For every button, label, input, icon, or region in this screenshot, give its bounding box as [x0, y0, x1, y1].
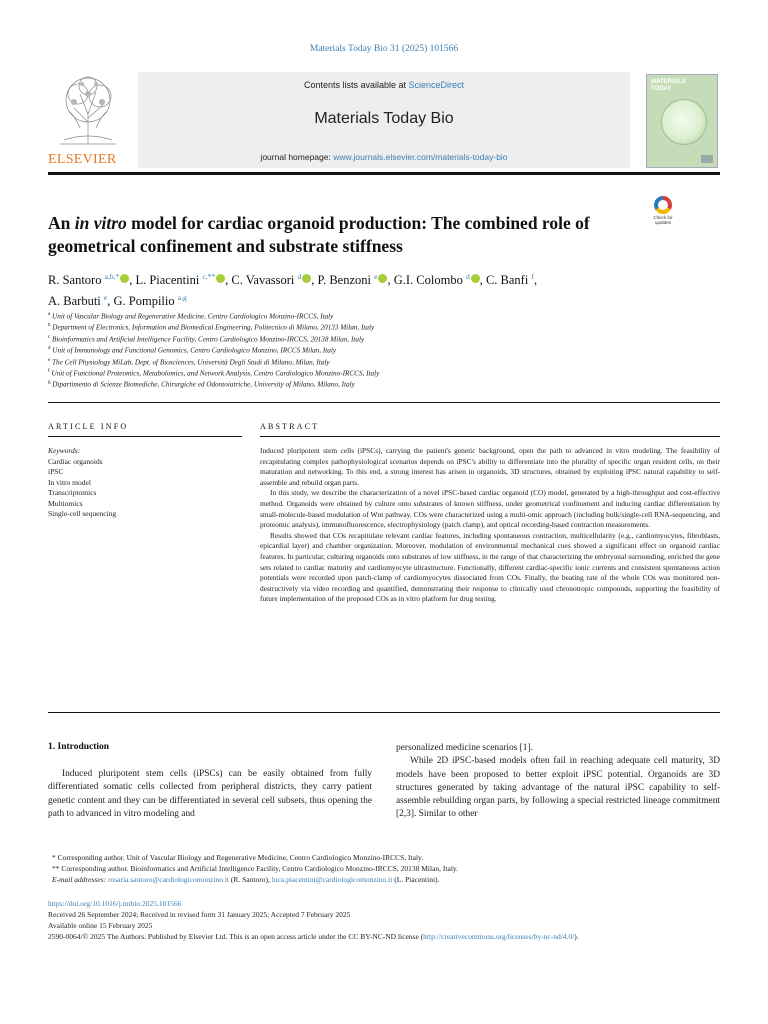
- keywords-list: [48, 446, 242, 520]
- author-sup: f: [531, 272, 534, 281]
- introduction-left-column: [48, 768, 372, 821]
- article-title: [48, 212, 628, 258]
- journal-homepage-line: [138, 152, 630, 162]
- body-paragraph: Induced pluripotent stem cells (iPSCs) can be easily obtained from fully differentiated somatic cells collected from peripheral districts, they carry patient genetic content and they can be differentiated in several cell subsets, thus opening the path to advanced in vitro modeling and: [48, 769, 372, 819]
- journal-cover-image[interactable]: [646, 74, 718, 168]
- keyword-item: Transcriptomics: [48, 488, 97, 497]
- orcid-icon[interactable]: [216, 274, 225, 283]
- contents-available-line: [138, 80, 630, 90]
- journal-citation[interactable]: Materials Today Bio 31 (2025) 101566: [309, 44, 459, 54]
- author[interactable]: R. Santoro $^{a,b,*}$: [48, 273, 129, 287]
- affiliation-list: [48, 310, 688, 390]
- keyword-item: iPSC: [48, 467, 64, 476]
- author[interactable]: G.I. Colombo $^d$: [394, 273, 480, 287]
- author[interactable]: A. Barbuti $^e$: [48, 293, 108, 309]
- author[interactable]: L. Piacentini $^{c,**}$: [135, 273, 225, 287]
- homepage-prefix: journal homepage:: [260, 152, 334, 162]
- contents-prefix: Contents lists available at: [303, 80, 409, 90]
- author-sup: a,g: [177, 293, 187, 303]
- email-link[interactable]: luca.piacentini@cardiologicomonzino.it: [271, 875, 393, 884]
- abstract-paragraph: In this study, we describe the characterization of a novel iPSC-based cardiac organoid (CO) model, generated by a high-throughput and cost-effective method. Organoids were obtained by culture onto substrates of known stiffness, under geometrical confinement and inducing cardiac differentiation by small-molecule-based modulation of Wnt pathway. COs were characterized using a multi-omic approach (including bulk/single-cell RNA-sequencing, and proteomic analysis), immunofluorescence, electrophysiology (patch clamp), and optical recording-based contraction measurements.: [260, 488, 720, 530]
- orcid-icon[interactable]: [120, 274, 129, 283]
- doi-link[interactable]: https://doi.org/10.1016/j.mtbio.2025.101566: [48, 899, 182, 908]
- crossmark-inner: [658, 200, 668, 210]
- author-sup: c,**: [202, 272, 216, 281]
- journal-masthead: [48, 70, 720, 170]
- journal-homepage-link[interactable]: www.journals.elsevier.com/materials-today-bio: [333, 152, 508, 162]
- abstract-bottom-rule: [48, 712, 720, 713]
- article-info-heading: ARTICLE INFO: [48, 422, 129, 431]
- author[interactable]: P. Benzoni $^e$: [318, 273, 388, 287]
- email-link[interactable]: rosaria.santoro@cardiologicomonzino.it: [107, 875, 230, 884]
- keyword-item: Cardiac organoids: [48, 456, 103, 466]
- cover-title: MATERIALS TODAY: [651, 79, 686, 92]
- article-info-rule: [48, 436, 242, 437]
- check-for-updates-button[interactable]: [646, 196, 680, 228]
- corresponding-author-note: ** Corresponding author. Bioinformatics and Artificial Intelligence Facility, Centro Cardiologico Monzino-IRCCS, 20138 Milan, Italy.: [52, 864, 459, 873]
- author-sup: a,b,*: [104, 272, 120, 281]
- journal-name: Materials Today Bio: [314, 110, 454, 127]
- title-italic: in vitro: [74, 213, 127, 233]
- affiliation-item: $^g$ Dipartimento di Scienze Biomediche, Chirurgiche ed Odontoiatriche, University of Milano, Milano, Italy: [48, 380, 355, 389]
- affiliation-item: $^d$ Unit of Immunology and Functional Genomics, Centro Cardiologico Monzino, IRCCS Milan, Italy: [48, 346, 337, 355]
- sciencedirect-link[interactable]: ScienceDirect: [408, 80, 465, 90]
- affiliation-item: $^b$ Department of Electronics, Information and Biomedical Engineering, Politecnico di Milano, 20133 Milan, Italy: [48, 323, 375, 332]
- orcid-icon[interactable]: [302, 274, 311, 283]
- author-list: R. Santoro $^{a,b,*}$ , L. Piacentini $^{c,**}$ , C. Vavassori $^d$ , P. Benzoni $^e$ , G.I. Colombo $^d$ , C. Banfi $^f$, A. Barbuti $^e$, G. Pompilio $^{a,g}$: [48, 272, 538, 309]
- available-online-date: Available online 15 February 2025: [48, 921, 153, 930]
- keywords-label: Keywords:: [48, 446, 81, 455]
- orcid-icon[interactable]: [471, 274, 480, 283]
- title-part-1: An: [48, 213, 75, 233]
- introduction-heading: 1. Introduction: [48, 742, 110, 752]
- elsevier-wordmark: ELSEVIER: [48, 152, 117, 167]
- title-part-2: model for cardiac organoid production: The combined role of geometrical confinement and substrate stiffness: [48, 213, 590, 256]
- author-sup: e: [103, 293, 108, 303]
- keyword-item: Single-cell sequencing: [48, 509, 117, 518]
- info-top-rule: [48, 402, 720, 403]
- cover-badge: [701, 155, 713, 163]
- introduction-right-column: [396, 742, 720, 822]
- petri-dish-image: [661, 99, 707, 145]
- orcid-icon[interactable]: [378, 274, 387, 283]
- elsevier-logo[interactable]: [48, 72, 128, 168]
- corresponding-author-note: * Corresponding author. Unit of Vascular Biology and Regenerative Medicine, Centro Cardiologico Monzino-IRCCS, Italy.: [52, 853, 424, 862]
- abstract-rule: [260, 436, 720, 437]
- keyword-item: Multiomics: [48, 498, 83, 508]
- affiliation-item: $^c$ Bioinformatics and Artificial Intelligence Facility, Centro Cardiologico Monzino-IRCCS, 20138 Milan, Italy: [48, 334, 365, 344]
- body-paragraph: While 2D iPSC-based models often fail in reaching adequate cell maturity, 3D models have been proposed to better exploit iPSC potential. Organoids are 3D structures generated by taking advantage of the natural iPSC capability to self-assemble rebuilding organ parts, by following a special restricted lineage commitment [2,3]. Similar to other: [396, 756, 720, 820]
- body-paragraph: personalized medicine scenarios [1].: [396, 743, 533, 753]
- check-for-updates-label: Check for updates: [653, 215, 673, 225]
- author[interactable]: G. Pompilio $^{a,g}$: [113, 293, 187, 309]
- author[interactable]: C. Banfi $^f$: [485, 272, 534, 288]
- corresponding-footnotes: [48, 852, 720, 885]
- email-addresses: E-mail addresses: rosaria.santoro@cardiologicomonzino.it (R. Santoro), luca.piacentini@cardiologicomonzino.it (L. Piacentini).: [52, 875, 440, 884]
- license-statement: 2590-0064/© 2025 The Authors. Published by Elsevier Ltd. This is an open access article under the CC BY-NC-ND license (http://creativecommons.org/licenses/by-nc-nd/4.0/).: [48, 932, 579, 941]
- masthead-rule: [48, 172, 720, 175]
- masthead-banner: [138, 72, 630, 168]
- author-sup: e: [374, 272, 378, 281]
- abstract-heading: ABSTRACT: [260, 422, 320, 431]
- elsevier-tree-icon: [50, 72, 126, 148]
- license-link[interactable]: http://creativecommons.org/licenses/by-nc-nd/4.0/: [423, 932, 575, 941]
- author[interactable]: C. Vavassori $^d$: [231, 273, 311, 287]
- abstract-paragraph: Induced pluripotent stem cells (iPSCs), carrying the patient's genetic background, open the path to advanced in vitro modeling. The feasibility of recapitulating complex pathophysiological scenarios depends on iPSC's ability to differentiate into the plurality of specific organ resident cells, on their maturation and networking. To this end, a strong interest has arisen in organoids, 3D structures, obtained by exploiting iPSC natural capability to self-assemble and rebuild organ parts.: [260, 446, 720, 487]
- abstract-paragraph: Results showed that COs recapitulate relevant cardiac features, including spontaneous contraction, multicellularity (e.g., cardiomyocytes, fibroblasts, epicardial layer) and chamber organization. Moreover, modulation of environmental mechanical cues showed a significant effect on organoid cardiac features. In particular, culturing organoids onto substrates of low stiffness, in the range of that characterizing the embryonal surrounding, enriched the gene sets related to cardiac maturity and cardiomyocyte ultrastructure. Functionally, different cardiac-specific ionic currents and consistent spontaneous action potentials were recorded upon patch-clamp of cardiomyocytes dissociated from COs. Finally, the beating rate of the whole COs was monitored non-destructively via video recording and quantified, demonstrating their response to clinically used chronotropic compounds, supporting the feasibility of future implementation of the proposed COs as in vitro platform for drug testing.: [260, 530, 720, 604]
- abstract-body: [260, 446, 720, 605]
- received-dates: Received 26 September 2024; Received in revised form 31 January 2025; Accepted 7 February 2025: [48, 910, 351, 919]
- affiliation-item: $^e$ The Cell Physiology MiLab, Dept. of Biosciences, Università Degli Studi di Milano, Milan, Italy: [48, 357, 330, 366]
- keyword-item: In vitro model: [48, 477, 91, 487]
- affiliation-item: $^a$ Unit of Vascular Biology and Regenerative Medicine, Centro Cardiologico Monzino-IRCCS, Italy: [48, 312, 334, 321]
- author-sup: d: [297, 272, 302, 281]
- publication-info: [48, 898, 720, 942]
- author-sup: d: [465, 272, 470, 281]
- affiliation-item: $^f$ Unit of Functional Proteomics, Metabolomics, and Network Analysis, Centro Cardiologico Monzino-IRCCS, Italy: [48, 368, 380, 378]
